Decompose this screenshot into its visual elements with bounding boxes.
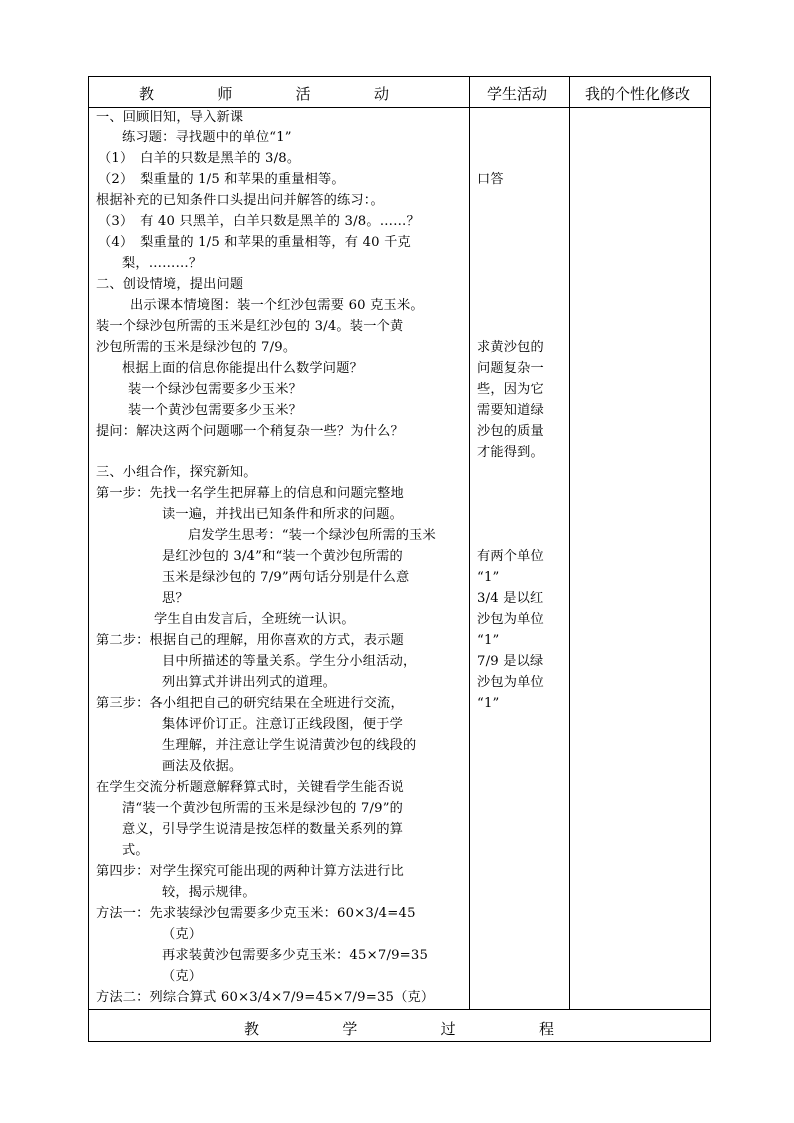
text-line: 再求装黄沙包需要多少克玉米：45×7/9=35	[162, 948, 429, 963]
student-note: 沙包为单位	[477, 675, 544, 690]
header-char: 师	[217, 85, 233, 103]
student-note: 求黄沙包的	[477, 340, 544, 355]
text-line: 画法及依据。	[162, 759, 243, 774]
text-line: 梨，………？	[122, 256, 203, 271]
text-line: 生理解，并注意让学生说清黄沙包的线段的	[162, 738, 417, 753]
section-heading: 一、回顾旧知，导入新课	[96, 110, 244, 125]
student-activity-header: 学生活动	[487, 85, 548, 103]
text-line: （3） 有 40 只黑羊，白羊只数是黑羊的 3/8。……？	[98, 214, 420, 229]
lesson-plan-table	[88, 76, 711, 1042]
student-note: “1”	[477, 696, 500, 711]
text-line: 清“装一个黄沙包所需的玉米是绿沙包的 7/9”的	[122, 801, 404, 816]
student-note: 沙包的质量	[477, 424, 544, 439]
student-note: 7/9 是以绿	[477, 654, 544, 669]
content-row	[89, 108, 710, 1010]
teacher-activity-header	[139, 83, 389, 104]
text-line: 读一遍，并找出已知条件和所求的问题。	[162, 507, 403, 522]
text-line: 第三步：各小组把自己的研究结果在全班进行交流，	[96, 696, 404, 711]
header-char: 活	[295, 85, 311, 103]
header-row	[89, 77, 710, 108]
text-line: 在学生交流分析题意解释算式时，关键看学生能否说	[96, 780, 404, 795]
text-line: 思？	[162, 591, 189, 606]
text-line: 根据上面的信息你能提出什么数学问题？	[122, 361, 363, 376]
student-note: “1”	[477, 633, 500, 648]
student-note: 需要知道绿	[477, 403, 544, 418]
text-line: 意义，引导学生说清是按怎样的数量关系列的算	[122, 822, 404, 837]
header-char: 动	[373, 85, 389, 103]
student-note: “1”	[477, 570, 500, 585]
footer-char: 程	[538, 1020, 554, 1038]
text-line: 第一步：先找一名学生把屏幕上的信息和问题完整地	[96, 486, 404, 501]
text-line: 学生自由发言后，全班统一认识。	[154, 612, 355, 627]
footer-row	[89, 1010, 710, 1042]
text-line: 玉米是绿沙包的 7/9”两句话分别是什么意	[162, 570, 410, 585]
text-line: 目中所描述的等量关系。学生分小组活动，	[162, 654, 417, 669]
personal-revision-header: 我的个性化修改	[585, 85, 691, 103]
text-line: 启发学生思考：“装一个绿沙包所需的玉米	[188, 528, 436, 543]
text-line: 式。	[122, 843, 149, 858]
text-line: 第二步：根据自己的理解，用你喜欢的方式，表示题	[96, 633, 404, 648]
student-note: 些，因为它	[477, 382, 544, 397]
section-heading: 二、创设情境，提出问题	[96, 277, 244, 292]
text-line: 集体评价订正。注意订正线段图，便于学	[162, 717, 403, 732]
footer-char: 过	[440, 1020, 456, 1038]
text-line: （1） 白羊的只数是黑羊的 3/8。	[98, 151, 301, 166]
footer-char: 学	[342, 1020, 358, 1038]
student-note: 问题复杂一	[477, 361, 544, 376]
text-line: 是红沙包的 3/4”和“装一个黄沙包所需的	[162, 549, 403, 564]
text-line: 方法一：先求装绿沙包需要多少克玉米：60×3/4=45	[96, 906, 416, 921]
text-line: 较，揭示规律。	[162, 885, 256, 900]
header-char: 教	[139, 85, 155, 103]
student-note: 3/4 是以红	[477, 591, 544, 606]
text-line: 装一个黄沙包需要多少玉米？	[128, 403, 303, 418]
student-note: 才能得到。	[477, 445, 544, 460]
student-note: 口答	[477, 172, 504, 187]
teaching-process-label	[244, 1018, 554, 1039]
section-heading: 三、小组合作，探究新知。	[96, 465, 257, 480]
student-note: 有两个单位	[477, 549, 544, 564]
text-line: 第四步：对学生探究可能出现的两种计算方法进行比	[96, 864, 404, 879]
text-line: 练习题：寻找题中的单位“1”	[122, 130, 292, 145]
text-line: （克）	[162, 969, 203, 984]
text-line: 出示课本情境图：装一个红沙包需要 60 克玉米。	[130, 298, 424, 313]
text-line: （2） 梨重量的 1/5 和苹果的重量相等。	[98, 172, 345, 187]
text-line: 方法二：列综合算式 60×3/4×7/9=45×7/9=35（克）	[96, 990, 435, 1005]
text-line: 根据补充的已知条件口头提出问并解答的练习：。	[96, 193, 384, 208]
student-note: 沙包为单位	[477, 612, 544, 627]
text-line: 装一个绿沙包所需的玉米是红沙包的 3/4。装一个黄	[96, 319, 404, 334]
text-line: （克）	[162, 927, 203, 942]
text-line: 装一个绿沙包需要多少玉米？	[128, 382, 303, 397]
text-line: 列出算式并讲出列式的道理。	[162, 675, 337, 690]
text-line: 提问：解决这两个问题哪一个稍复杂一些？为什么？	[96, 424, 404, 439]
text-line: 沙包所需的玉米是绿沙包的 7/9。	[96, 340, 297, 355]
text-line: （4） 梨重量的 1/5 和苹果的重量相等，有 40 千克	[98, 235, 411, 250]
footer-char: 教	[244, 1020, 260, 1038]
